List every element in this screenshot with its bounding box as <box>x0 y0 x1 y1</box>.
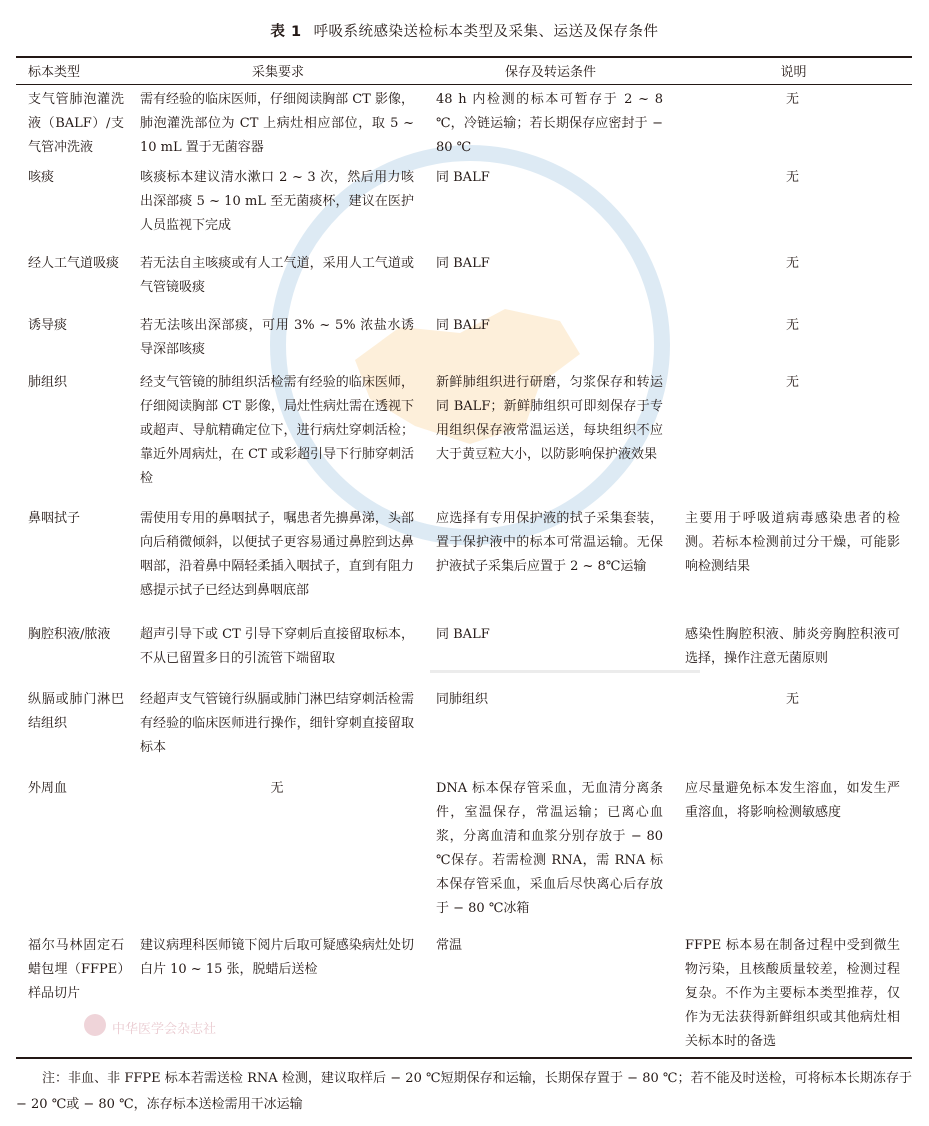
table-row <box>16 310 912 367</box>
table-caption <box>0 20 929 41</box>
cell-storage: 应选择有专用保护液的拭子采集套装，置于保护液中的标本可常温运输。无保护液拭子采集后应置于 2 ~ 8℃运输 <box>436 511 663 574</box>
cell-collection: 经支气管镜的肺组织活检需有经验的临床医师，仔细阅读胸部 CT 影像，局灶性病灶需在透视下或超声、导航精确定位下，进行病灶穿刺活检；靠近外周病灶，在 CT 或彩超引导下行肺穿刺活检 <box>140 375 414 486</box>
specimen-table <box>16 58 912 1057</box>
cell-specimen-type: 纵膈或肺门淋巴结组织 <box>28 692 124 731</box>
cell-collection: 需使用专用的鼻咽拭子，嘱患者先擤鼻涕，头部向后稍微倾斜，以便拭子更容易通过鼻腔到达鼻咽部，沿着鼻中隔轻柔插入咽拭子，直到有阻力感提示拭子已经达到鼻咽底部 <box>140 511 414 598</box>
cell-specimen-type: 鼻咽拭子 <box>28 511 81 526</box>
cell-storage: DNA 标本保存管采血，无血清分离条件，室温保存，常温运输；已离心血浆，分离血清和血浆分别存放于 − 80 ℃保存。若需检测 RNA，需 RNA 标本保存管采血，采血后尽快离心后存放于 − 80 ℃冰箱 <box>436 781 663 916</box>
cell-storage: 同 BALF <box>436 256 490 271</box>
cell-note: 无 <box>785 92 799 107</box>
cell-collection: 咳痰标本建议清水漱口 2 ~ 3 次，然后用力咳出深部痰 5 ~ 10 mL 至无菌痰杯，建议在医护人员监视下完成 <box>140 170 414 233</box>
cell-specimen-type: 咳痰 <box>28 170 55 185</box>
cell-specimen-type: 肺组织 <box>28 375 68 390</box>
cell-collection: 若无法自主咳痰或有人工气道，采用人工气道或气管镜吸痰 <box>140 256 414 295</box>
cell-note: FFPE 标本易在制备过程中受到微生物污染，且核酸质量较差，检测过程复杂。不作为主要标本类型推荐，仅作为无法获得新鲜组织或其他病灶相关标本时的备选 <box>685 938 900 1049</box>
cell-storage: 常温 <box>436 938 463 953</box>
cell-specimen-type: 支气管肺泡灌洗液（BALF）/支气管冲洗液 <box>28 92 124 155</box>
table-row <box>16 248 912 310</box>
cell-note: 无 <box>785 256 799 271</box>
cell-collection: 若无法咳出深部痰，可用 3% ~ 5% 浓盐水诱导深部咳痰 <box>140 318 414 357</box>
cell-specimen-type: 经人工气道吸痰 <box>28 256 120 271</box>
cell-storage: 同 BALF <box>436 170 490 185</box>
cell-specimen-type: 外周血 <box>28 781 68 796</box>
cell-storage: 新鲜肺组织进行研磨，匀浆保存和转运同 BALF；新鲜肺组织可即刻保存于专用组织保存液常温运送，每块组织不应大于黄豆粒大小，以防影响保护液效果 <box>436 375 663 462</box>
header-note: 说明 <box>780 64 807 80</box>
cell-note: 无 <box>785 692 799 707</box>
cell-collection: 经超声支气管镜行纵膈或肺门淋巴结穿刺活检需有经验的临床医师进行操作，细针穿刺直接留取标本 <box>140 692 414 755</box>
table-row <box>16 684 912 773</box>
cell-note: 无 <box>785 170 799 185</box>
table-caption-text: 呼吸系统感染送检标本类型及采集、运送及保存条件 <box>313 24 659 40</box>
table-row <box>16 84 912 162</box>
header-storage: 保存及转运条件 <box>504 64 596 80</box>
cell-note: 无 <box>785 318 799 333</box>
cell-collection: 无 <box>270 781 284 796</box>
cell-storage: 同肺组织 <box>436 692 489 707</box>
cell-specimen-type: 胸腔积液/脓液 <box>28 627 111 642</box>
cell-storage: 同 BALF <box>436 627 490 642</box>
table-row <box>16 503 912 619</box>
table-row <box>16 619 912 684</box>
table-footnote: 注：非血、非 FFPE 标本若需送检 RNA 检测，建议取样后 − 20 ℃短期保存和运输，长期保存置于 − 80 ℃；若不能及时送检，可将标本长期冻存于 − 20 ℃或 − 80 ℃，冻存标本送检需用干冰运输 <box>16 1071 912 1112</box>
header-collection: 采集要求 <box>251 64 304 80</box>
cell-specimen-type: 福尔马林固定石蜡包埋（FFPE）样品切片 <box>28 938 124 1001</box>
header-specimen-type: 标本类型 <box>28 64 81 80</box>
cell-collection: 超声引导下或 CT 引导下穿刺后直接留取标本，不从已留置多日的引流管下端留取 <box>140 627 414 666</box>
table-row <box>16 162 912 248</box>
cell-note: 主要用于呼吸道病毒感染患者的检测。若标本检测前过分干燥，可能影响检测结果 <box>685 511 900 574</box>
table-caption-label: 表 1 <box>270 24 302 40</box>
table-row <box>16 930 912 1057</box>
publisher-mark: 中华医学会杂志社 <box>112 1022 217 1037</box>
cell-storage: 48 h 内检测的标本可暂存于 2 ~ 8 ℃，冷链运输；若长期保存应密封于 − 80 ℃ <box>436 92 663 155</box>
bottom-rule <box>16 1057 912 1059</box>
cell-storage: 同 BALF <box>436 318 490 333</box>
cell-note: 无 <box>785 375 799 390</box>
cell-note: 应尽量避免标本发生溶血，如发生严重溶血，将影响检测敏感度 <box>685 781 900 820</box>
cell-collection: 需有经验的临床医师，仔细阅读胸部 CT 影像，肺泡灌洗部位为 CT 上病灶相应部位，取 5 ~ 10 mL 置于无菌容器 <box>140 92 414 155</box>
table-row <box>16 773 912 930</box>
table-row <box>16 367 912 503</box>
cell-note: 感染性胸腔积液、肺炎旁胸腔积液可选择，操作注意无菌原则 <box>685 627 900 666</box>
cell-specimen-type: 诱导痰 <box>28 318 68 333</box>
cell-collection: 建议病理科医师镜下阅片后取可疑感染病灶处切白片 10 ~ 15 张，脱蜡后送检 <box>140 938 414 977</box>
header-row <box>16 58 912 84</box>
